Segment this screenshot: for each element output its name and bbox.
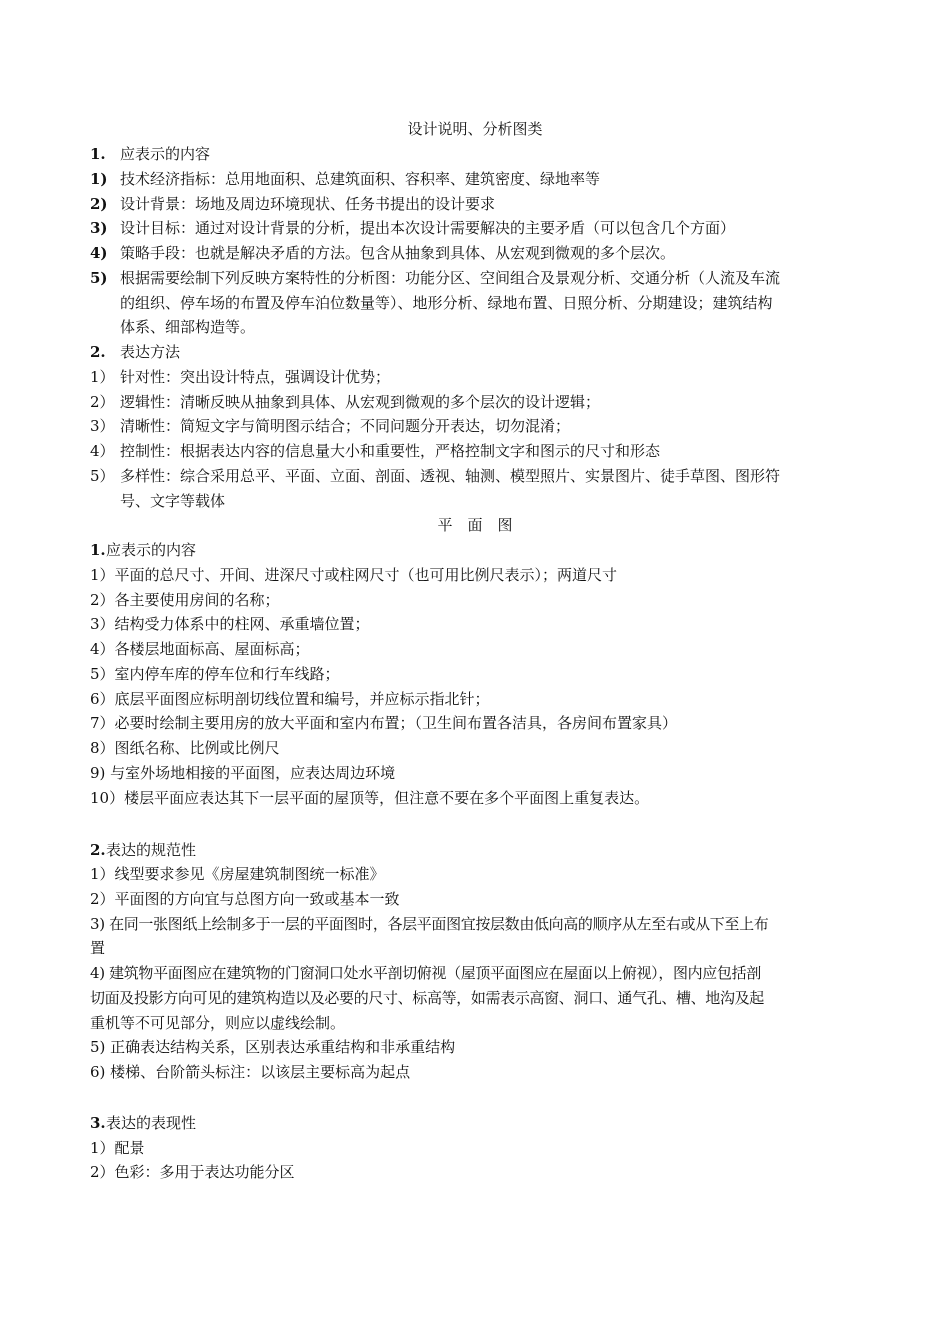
list-item: 5) 正确表达结构关系，区别表达承重结构和非承重结构 [90,1038,456,1056]
heading-expression: 表达的表现性 [106,1114,197,1132]
list-item: 10）楼层平面应表达其下一层平面的屋顶等，但注意不要在多个平面图上重复表达。 [90,789,650,807]
list-item: 9) 与室外场地相接的平面图，应表达周边环境 [90,764,396,782]
list-item-number: 2) [90,195,108,213]
list-item-number: 1） [90,368,115,386]
heading-contents: 应表示的内容 [120,145,211,163]
list-item: 8）图纸名称、比例或比例尺 [90,739,280,757]
list-item-text-continued: 号、文字等载体 [120,492,226,510]
list-item-text: 逻辑性：清晰反映从抽象到具体、从宏观到微观的多个层次的设计逻辑； [120,393,601,411]
list-item-number: 3) [90,219,108,237]
list-item: 1）线型要求参见《房屋建筑制图统一标准》 [90,865,385,883]
heading-number: 2. [90,343,106,361]
list-item-text: 策略手段：也就是解决矛盾的方法。包含从抽象到具体、从宏观到微观的多个层次。 [120,244,676,262]
list-item-number: 5) [90,269,108,287]
list-item: 6）底层平面图应标明剖切线位置和编号，并应标示指北针； [90,690,490,708]
list-item-number: 3） [90,417,115,435]
list-item-number: 5） [90,467,115,485]
list-item: 3) 在同一张图纸上绘制多于一层的平面图时，各层平面图宜按层数由低向高的顺序从左至右或从下至上布 [90,915,769,933]
list-item: 7）必要时绘制主要用房的放大平面和室内布置；（卫生间布置各洁具，各房间布置家具） [90,714,678,732]
list-item-continued: 切面及投影方向可见的建筑构造以及必要的尺寸、标高等，如需表示高窗、洞口、通气孔、槽、地沟及起 [90,989,764,1007]
list-item: 2）各主要使用房间的名称； [90,591,280,609]
list-item: 1）平面的总尺寸、开间、进深尺寸或柱网尺寸（也可用比例尺表示）；两道尺寸 [90,566,618,584]
list-item: 4) 建筑物平面图应在建筑物的门窗洞口处水平剖切俯视（屋顶平面图应在屋面以上俯视），图内应包括剖 [90,964,761,982]
list-item-text: 针对性：突出设计特点，强调设计优势； [120,368,391,386]
list-item-continued: 置 [90,939,106,957]
list-item: 6) 楼梯、台阶箭头标注：以该层主要标高为起点 [90,1063,411,1081]
list-item-number: 4） [90,442,115,460]
list-item-text: 控制性：根据表达内容的信息量大小和重要性，严格控制文字和图示的尺寸和形态 [120,442,661,460]
heading-number: 3. [90,1114,106,1132]
list-item-text: 清晰性：简短文字与简明图示结合；不同问题分开表达，切勿混淆； [120,417,571,435]
section-title-floor-plan: 平 面 图 [437,516,513,534]
list-item: 5）室内停车库的停车位和行车线路； [90,665,340,683]
section-title-design-notes: 设计说明、分析图类 [407,120,543,138]
list-item-number: 2） [90,393,115,411]
list-item: 4）各楼层地面标高、屋面标高； [90,640,310,658]
heading-methods: 表达方法 [120,343,181,361]
heading-number: 1. [90,541,106,559]
heading-number: 1. [90,145,106,163]
heading-number: 2. [90,841,106,859]
list-item-text-continued: 的组织、停车场的布置及停车泊位数量等）、地形分析、绿地布置、日照分析、分期建设；建筑结构 [120,294,773,312]
list-item: 1）配景 [90,1139,145,1157]
list-item: 2）色彩：多用于表达功能分区 [90,1163,295,1181]
list-item-number: 4) [90,244,108,262]
list-item-text: 多样性：综合采用总平、平面、立面、剖面、透视、轴测、模型照片、实景图片、徒手草图、图形符 [120,467,781,485]
list-item: 2）平面图的方向宜与总图方向一致或基本一致 [90,890,400,908]
list-item: 3）结构受力体系中的柱网、承重墙位置； [90,615,370,633]
list-item-text-continued: 体系、细部构造等。 [120,318,256,336]
list-item-text: 设计目标：通过对设计背景的分析，提出本次设计需要解决的主要矛盾（可以包含几个方面） [120,219,736,237]
list-item-text: 技术经济指标：总用地面积、总建筑面积、容积率、建筑密度、绿地率等 [120,170,601,188]
list-item-text: 根据需要绘制下列反映方案特性的分析图：功能分区、空间组合及景观分析、交通分析（人流及车流 [120,269,781,287]
list-item-text: 设计背景：场地及周边环境现状、任务书提出的设计要求 [120,195,496,213]
heading-norms: 表达的规范性 [106,841,197,859]
list-item-continued: 重机等不可见部分，则应以虚线绘制。 [90,1014,346,1032]
list-item-number: 1) [90,170,108,188]
heading-contents: 应表示的内容 [106,541,197,559]
